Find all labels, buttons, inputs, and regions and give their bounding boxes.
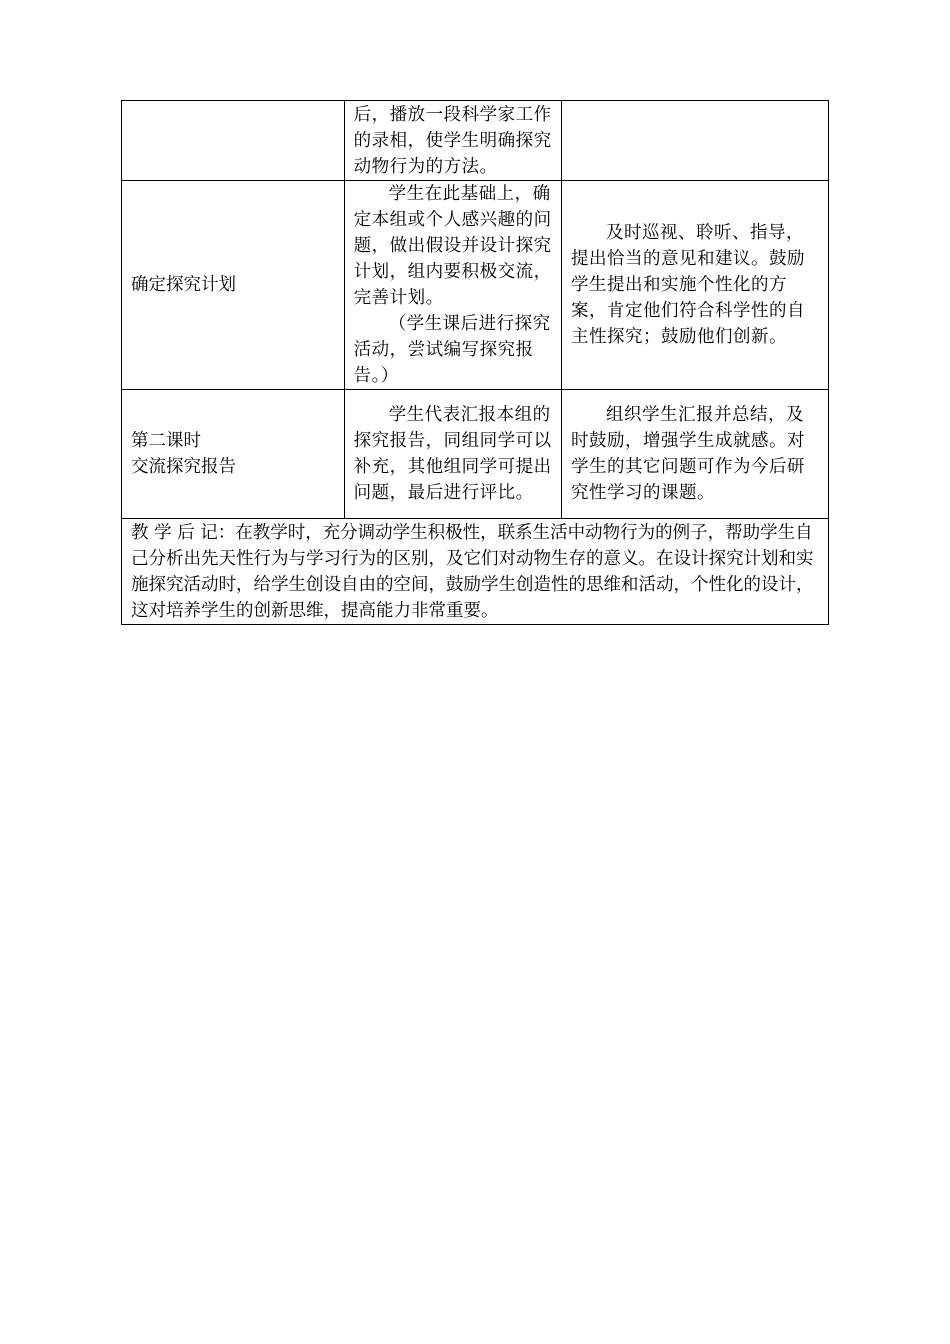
teacher-activity-cell — [562, 101, 829, 181]
table-row — [122, 101, 829, 181]
student-activity-text: 学生代表汇报本组的探究报告，同组同学可以补充，其他组同学可提出问题，最后进行评比。 — [353, 405, 552, 503]
student-activity-cell — [344, 101, 561, 181]
teaching-notes-text: 教 学 后 记：在教学时，充分调动学生积极性，联系生活中动物行为的例子，帮助学生自己分析出先天性行为与学习行为的区别，及它们对动物生存的意义。在设计探究计划和实施探究活动时，给学生创设自由的空间，鼓励学生创造性的思维和活动，个性化的设计，这对培养学生的创新思维，提高能力非常重要。 — [131, 522, 814, 621]
stage-title: 确定探究计划 — [131, 275, 236, 295]
table-row — [122, 181, 829, 390]
student-activity-cell — [344, 181, 561, 390]
teacher-activity-cell — [562, 390, 829, 519]
teacher-activity-text: 组织学生汇报并总结，及时鼓励，增强学生成就感。对学生的其它问题可作为今后研究性学习的课题。 — [571, 405, 806, 503]
teacher-activity-text: 及时巡视、聆听、指导，提出恰当的意见和建议。鼓励学生提出和实施个性化的方案，肯定他们符合科学性的自主性探究；鼓励他们创新。 — [571, 223, 806, 347]
lesson-plan-table — [121, 100, 829, 625]
table-row — [122, 390, 829, 519]
stage-title: 交流探究报告 — [131, 457, 236, 477]
student-activity-cell — [344, 390, 561, 519]
stage-cell — [122, 101, 345, 181]
stage-cell — [122, 390, 345, 519]
student-activity-text: 后，播放一段科学家工作的录相，使学生明确探究动物行为的方法。 — [353, 105, 552, 177]
student-activity-note: （学生课后进行探究活动，尝试编写探究报告。） — [353, 314, 551, 386]
table-row — [122, 519, 829, 625]
stage-cell — [122, 181, 345, 390]
stage-period: 第二课时 — [131, 431, 201, 451]
student-activity-text: 学生在此基础上，确定本组或个人感兴趣的问题，做出假设并设计探究计划，组内要积极交流，完善计划。 — [353, 184, 552, 308]
teacher-activity-cell — [562, 181, 829, 390]
teaching-notes-cell — [122, 519, 829, 625]
